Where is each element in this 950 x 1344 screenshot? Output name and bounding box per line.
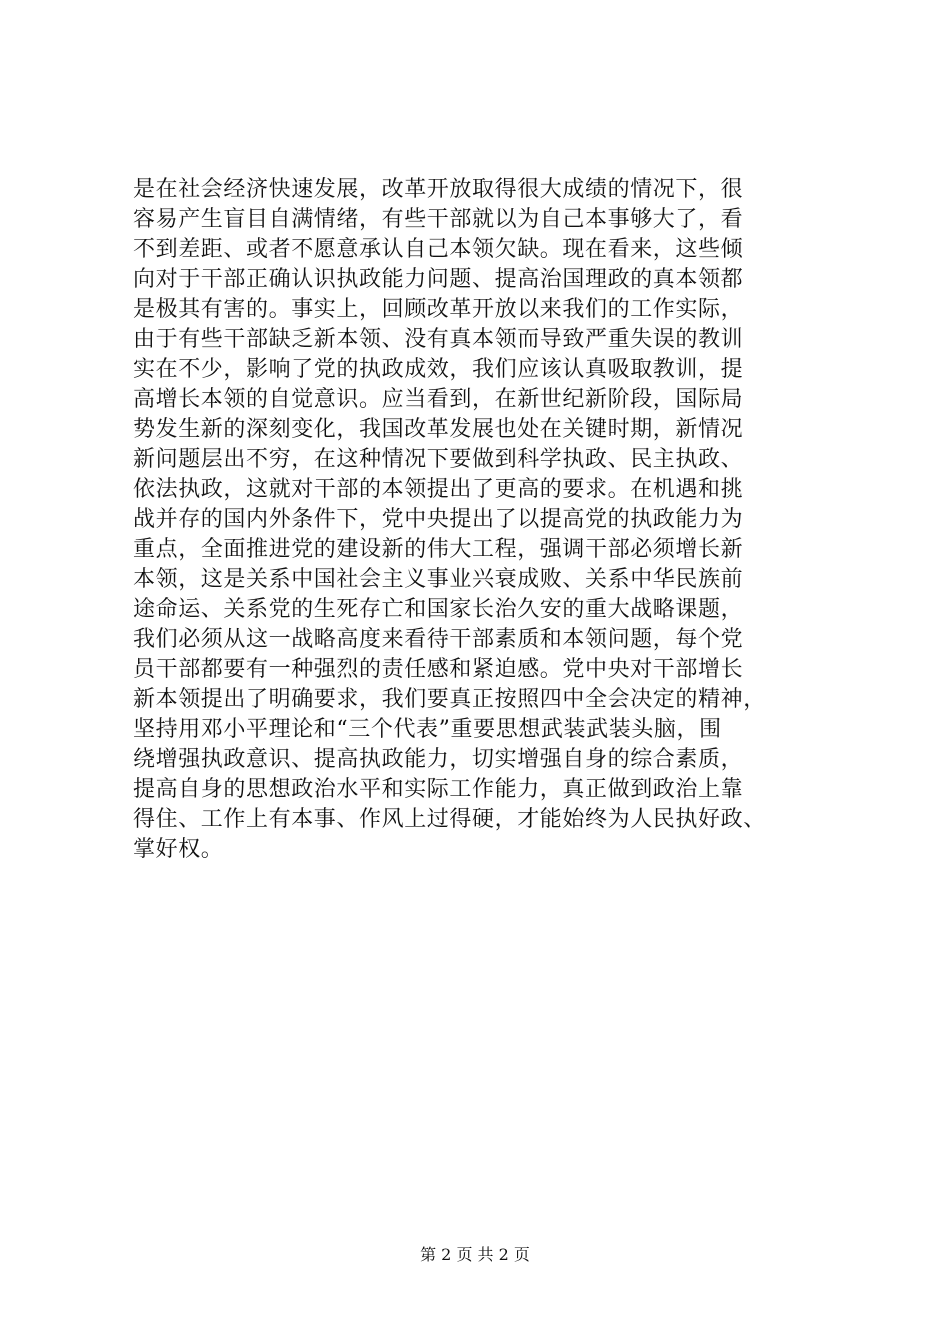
text-line: 战并存的国内外条件下，党中央提出了以提高党的执政能力为	[133, 507, 744, 532]
text-line: 重点，全面推进党的建设新的伟大工程，强调干部必须增长新	[133, 537, 744, 562]
text-line: 势发生新的深刻变化，我国改革发展也处在关键时期，新情况	[133, 417, 744, 442]
text-line: 绕增强执政意识、提高执政能力，切实增强自身的综合素质，	[133, 747, 744, 772]
text-line: 掌好权。	[133, 837, 224, 862]
text-line: 向对于干部正确认识执政能力问题、提高治国理政的真本领都	[133, 267, 744, 292]
text-line: 依法执政，这就对干部的本领提出了更高的要求。在机遇和挑	[133, 477, 744, 502]
text-line: 实在不少，影响了党的执政成效，我们应该认真吸取教训，提	[133, 357, 744, 382]
text-line: 是在社会经济快速发展，改革开放取得很大成绩的情况下，很	[133, 177, 744, 202]
text-line: 得住、工作上有本事、作风上过得硬，才能始终为人民执好政、	[133, 807, 766, 832]
body-paragraph	[133, 175, 853, 865]
text-line: 由于有些干部缺乏新本领、没有真本领而导致严重失误的教训	[133, 327, 744, 352]
text-line: 坚持用邓小平理论和“三个代表”重要思想武装武装头脑，围	[133, 717, 722, 742]
text-line: 是极其有害的。事实上，回顾改革开放以来我们的工作实际，	[133, 297, 744, 322]
text-line: 高增长本领的自觉意识。应当看到，在新世纪新阶段，国际局	[133, 387, 744, 412]
text-line: 不到差距、或者不愿意承认自己本领欠缺。现在看来，这些倾	[133, 237, 744, 262]
text-line: 途命运、关系党的生死存亡和国家长治久安的重大战略课题，	[133, 597, 744, 622]
text-line: 提高自身的思想政治水平和实际工作能力，真正做到政治上靠	[133, 777, 744, 802]
text-line: 本领，这是关系中国社会主义事业兴衰成败、关系中华民族前	[133, 567, 744, 592]
text-line: 我们必须从这一战略高度来看待干部素质和本领问题，每个党	[133, 627, 744, 652]
text-line: 新本领提出了明确要求，我们要真正按照四中全会决定的精神，	[133, 687, 766, 712]
text-line: 新问题层出不穷，在这种情况下要做到科学执政、民主执政、	[133, 447, 744, 472]
text-line: 容易产生盲目自满情绪，有些干部就以为自己本事够大了，看	[133, 207, 744, 232]
text-line: 员干部都要有一种强烈的责任感和紧迫感。党中央对干部增长	[133, 657, 744, 682]
page-number-footer: 第 2 页 共 2 页	[420, 1245, 530, 1264]
